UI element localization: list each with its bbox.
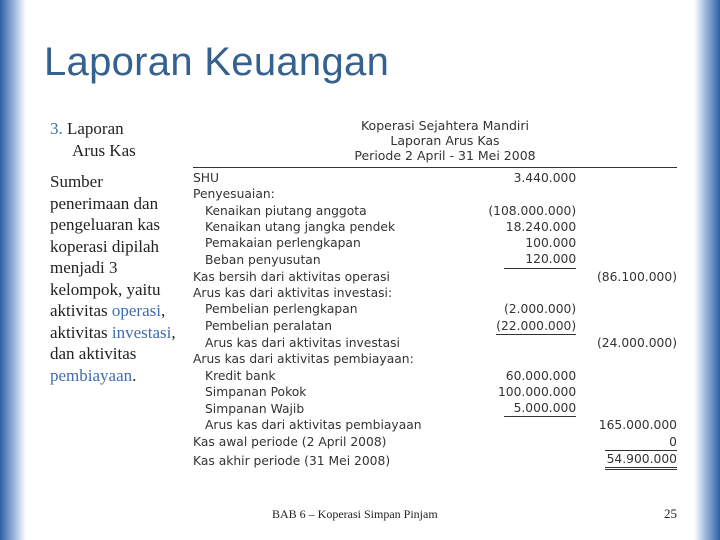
slide-title: Laporan Keuangan: [44, 40, 390, 84]
row-gap: [576, 186, 597, 202]
table-row: [193, 269, 677, 285]
row-amount-value: 60.000.000: [505, 368, 577, 383]
right-edge-decoration: [694, 0, 720, 540]
row-total: [597, 351, 677, 367]
row-gap: [576, 434, 597, 451]
row-gap: [576, 219, 597, 235]
row-label: Kas bersih dari aktivitas operasi: [193, 269, 390, 284]
row-amount: [488, 434, 576, 451]
section-description: [50, 171, 185, 386]
row-amount-value: 100.000: [525, 236, 577, 251]
row-amount-value: 3.440.000: [513, 171, 577, 185]
row-amount: [488, 186, 576, 202]
row-gap: [576, 318, 597, 335]
desc-part-1: Sumber penerimaan dan pengeluaran kas koperasi dipilah menjadi 3 kelompok, yaitu aktivitas: [50, 172, 161, 320]
row-label: Pembelian perlengkapan: [205, 302, 358, 317]
row-label: Beban penyusutan: [205, 252, 321, 267]
row-total: [597, 384, 677, 400]
row-total: [597, 186, 677, 202]
row-gap: [576, 170, 597, 186]
row-total-value: (86.100.000): [596, 269, 677, 284]
row-total: [597, 417, 677, 433]
report-header: [213, 118, 677, 163]
desc-part-3: , dan aktivitas: [50, 322, 176, 363]
row-total: [597, 285, 677, 301]
row-amount: [488, 368, 576, 384]
row-amount: [488, 251, 576, 268]
row-amount: [488, 301, 576, 317]
row-amount: [488, 417, 576, 433]
row-label: SHU: [193, 171, 220, 185]
desc-part-2: , aktivitas: [50, 301, 166, 342]
row-gap: [576, 301, 597, 317]
row-amount: [488, 318, 576, 335]
row-gap: [576, 351, 597, 367]
row-amount: [488, 170, 576, 186]
highlight-investasi: investasi: [111, 322, 172, 342]
row-gap: [576, 368, 597, 384]
row-amount: [488, 351, 576, 367]
row-amount: [488, 451, 576, 470]
row-gap: [576, 400, 597, 417]
row-amount: [488, 400, 576, 417]
report-org: Koperasi Sejahtera Mandiri: [360, 118, 530, 133]
row-total-value: 0: [605, 434, 677, 451]
table-row: [193, 451, 677, 470]
row-total: [597, 251, 677, 268]
row-amount: [488, 285, 576, 301]
row-total: [597, 301, 677, 317]
row-total: [597, 368, 677, 384]
row-amount-value: (22.000.000): [496, 318, 576, 335]
row-amount-value: 5.000.000: [504, 400, 576, 417]
row-total: [597, 400, 677, 417]
row-amount: [488, 219, 576, 235]
report-period: Periode 2 April - 31 Mei 2008: [354, 148, 536, 163]
table-row: [193, 368, 677, 384]
row-total-value: (24.000.000): [596, 335, 677, 350]
row-amount: [488, 203, 576, 219]
row-label: Arus kas dari aktivitas pembiayaan:: [193, 352, 414, 367]
highlight-pembiayaan: pembiayaan: [50, 365, 133, 385]
row-gap: [576, 251, 597, 268]
row-label: Pembelian peralatan: [205, 319, 333, 334]
row-total: [597, 269, 677, 285]
left-text-column: [50, 118, 185, 386]
row-label: Pemakaian perlengkapan: [205, 236, 361, 251]
row-total: [597, 170, 677, 186]
row-amount-value: 100.000.000: [497, 384, 577, 399]
row-total: [597, 203, 677, 219]
row-gap: [576, 417, 597, 433]
row-gap: [576, 269, 597, 285]
row-total: [597, 219, 677, 235]
row-gap: [576, 335, 597, 351]
heading-line-2: Arus Kas: [72, 140, 136, 160]
desc-part-4: .: [132, 365, 137, 385]
row-label: Kas akhir periode (31 Mei 2008): [193, 453, 391, 468]
row-gap: [576, 451, 597, 470]
row-total: [597, 434, 677, 451]
table-row: [193, 301, 677, 317]
table-row: [193, 203, 677, 219]
row-label: Kenaikan piutang anggota: [205, 203, 367, 218]
row-total: [597, 451, 677, 470]
cash-flow-table: [193, 170, 677, 470]
row-gap: [576, 285, 597, 301]
table-row: [193, 170, 677, 186]
table-row: [193, 285, 677, 301]
row-total: [597, 235, 677, 251]
row-amount: [488, 335, 576, 351]
table-row: [193, 318, 677, 335]
row-gap: [576, 203, 597, 219]
table-row: [193, 186, 677, 202]
table-row: [193, 351, 677, 367]
cash-flow-report: [193, 118, 677, 470]
row-label: Kas awal periode (2 April 2008): [193, 435, 387, 450]
section-number: 3.: [50, 119, 63, 138]
row-amount: [488, 235, 576, 251]
row-gap: [576, 384, 597, 400]
heading-line-1: [50, 118, 185, 140]
row-amount-value: 18.240.000: [505, 219, 577, 234]
table-row: [193, 400, 677, 417]
table-row: [193, 251, 677, 268]
report-top-rule: [193, 167, 677, 168]
row-label: Arus kas dari aktivitas investasi:: [193, 286, 393, 301]
row-label: Simpanan Wajib: [205, 401, 305, 416]
row-amount: [488, 384, 576, 400]
table-row: [193, 235, 677, 251]
row-label: Simpanan Pokok: [205, 384, 307, 399]
table-row: [193, 434, 677, 451]
row-label: Kenaikan utang jangka pendek: [205, 219, 396, 234]
heading-text-1: Laporan: [67, 119, 124, 138]
table-row: [193, 384, 677, 400]
highlight-operasi: operasi: [111, 301, 161, 320]
row-total-value: 54.900.000: [605, 451, 677, 470]
row-label: Penyesuaian:: [193, 187, 275, 202]
row-amount: [488, 269, 576, 285]
row-total: [597, 318, 677, 335]
row-amount-value: 120.000: [504, 251, 576, 268]
section-heading: [50, 118, 185, 161]
row-label: Arus kas dari aktivitas pembiayaan: [205, 418, 422, 433]
slide-footer: BAB 6 – Koperasi Simpan Pinjam: [272, 507, 438, 521]
left-edge-decoration: [0, 0, 26, 540]
row-total-value: 165.000.000: [598, 418, 677, 433]
row-total: [597, 335, 677, 351]
row-gap: [576, 235, 597, 251]
row-label: Kredit bank: [205, 368, 276, 383]
table-row: [193, 219, 677, 235]
table-row: [193, 335, 677, 351]
row-label: Arus kas dari aktivitas investasi: [205, 335, 400, 350]
row-amount-value: (108.000.000): [488, 203, 577, 218]
report-name: Laporan Arus Kas: [390, 133, 500, 148]
table-row: [193, 417, 677, 433]
page-number: 25: [664, 506, 677, 521]
row-amount-value: (2.000.000): [503, 302, 577, 317]
